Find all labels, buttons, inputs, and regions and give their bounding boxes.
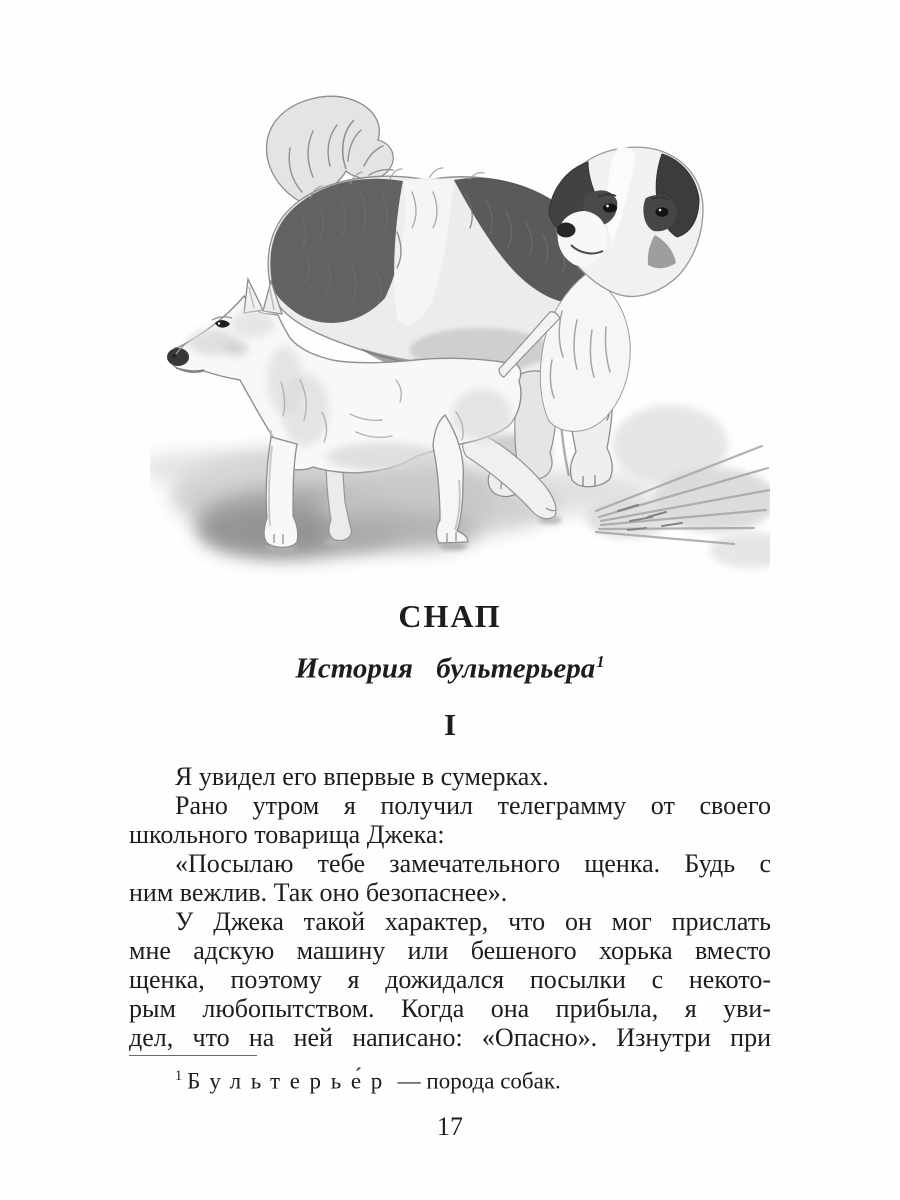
footnote-term: Бультерье́р xyxy=(187,1068,392,1094)
footnote-text xyxy=(129,1061,771,1097)
text-line: мне адскую машину или бешеного хорька вместо xyxy=(129,936,771,965)
book-illustration xyxy=(150,80,770,580)
text-line: Я увидел его впервые в сумерках. xyxy=(175,762,549,791)
text-line: щенка, поэтому я дожидался посылки с некото- xyxy=(129,965,771,994)
story-text xyxy=(129,762,771,1052)
footnote-reference: 1 xyxy=(596,652,605,671)
text-line: Рано утром я получил телеграмму от своего xyxy=(175,791,771,820)
footnote-definition: — порода собак. xyxy=(397,1068,561,1094)
footnote xyxy=(129,1055,771,1097)
text-line: дел, что на ней написано: «Опасно». Изнутри при xyxy=(129,1023,771,1052)
story-subtitle xyxy=(130,645,770,686)
chapter-number: I xyxy=(443,707,457,742)
text-line: ним вежлив. Так оно безопаснее». xyxy=(129,878,508,907)
page-number: 17 xyxy=(437,1112,463,1141)
story-title: СНАП xyxy=(398,598,502,634)
footnote-marker: 1 xyxy=(175,1068,183,1084)
text-line: У Джека такой характер, что он мог прислать xyxy=(175,907,771,936)
subtitle-text: История бультерьера xyxy=(295,652,596,685)
text-line: «Посылаю тебе замечательного щенка. Будь с xyxy=(175,849,771,878)
text-line: школьного товарища Джека: xyxy=(129,820,445,849)
footnote-rule xyxy=(129,1055,257,1056)
text-line: рым любопытством. Когда она прибыла, я уви- xyxy=(129,994,771,1023)
